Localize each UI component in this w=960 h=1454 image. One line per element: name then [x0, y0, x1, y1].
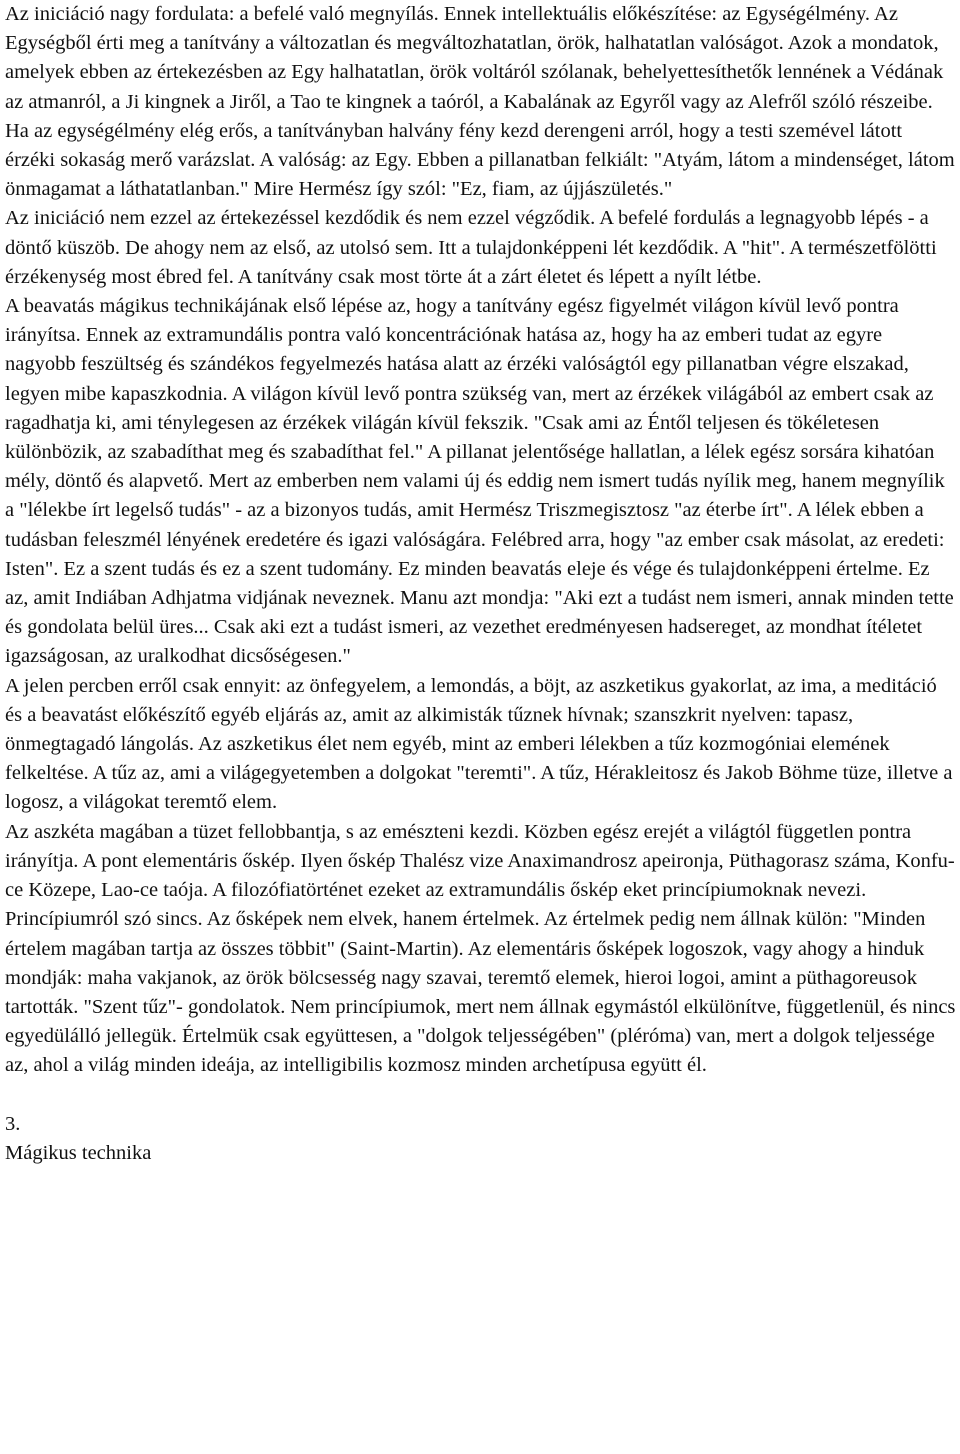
- paragraph-egysegelmeny: Az iniciáció nagy fordulata: a befelé való megnyílás. Ennek intellektuális előkészítése: az Egységélmény. Az Egységből érti meg a tanítvány a változatlan és megváltozhatatlan, örök, halhatatlan valóságot. Azok a mondatok, amelyek ebben az értekezésben az Egy halhatatlan, örök voltáról szólanak, behelyettesíthetők lennének a Védának az atmanról, a Ji kingnek a Jiről, a Tao te kingnek a taóról, a Kabalának az Egyről vagy az Alefről szóló részeibe. Ha az egységélmény elég erős, a tanítványban halvány fény kezd derengeni arról, hogy a testi szemével látott érzéki sokaság merő varázslat. A valóság: az Egy. Ebben a pillanatban felkiált: "Atyám, látom a mindenséget, látom önmagamat a láthatatlanban." Mire Hermész így szól: "Ez, fiam, az újjászületés.": [5, 3, 955, 201]
- paragraph-aszketa-oskep: Az aszkéta magában a tüzet fellobbantja, s az emészteni kezdi. Közben egész erejét a világtól független pontra irányítja. A pont elementáris őskép. Ilyen őskép Thalész vize Anaximandrosz apeironja, Püthagorasz száma, Konfu-ce Közepe, Lao-ce taója. A filozófiatörténet ezeket az extramundális őskép eket princípiumoknak nevezi. Princípiumról szó sincs. Az ősképek nem elvek, hanem értelmek. Az értelmek pedig nem állnak külön: "Minden értelem magában tartja az összes többit" (Saint-Martin). Az elementáris ősképek logoszok, vagy ahogy a hinduk mondják: maha vakjanok, az örök bölcsesség nagy szavai, teremtő elemek, hieroi logoi, amint a püthagoreusok tartották. "Szent tűz"- gondolatok. Nem princípiumok, mert nem állnak egymástól elkülönítve, függetlenül, és nincs egyedülálló jellegük. Értelmük csak együttesen, a "dolgok teljességében" (pléróma) van, mert a dolgok teljessége az, ahol a világ minden ideája, az intelligibilis kozmosz minden archetípusa együtt él.: [5, 820, 956, 1077]
- document-page: [5, 0, 957, 1168]
- section-number: 3.: [5, 1112, 21, 1135]
- paragraph-iniciacio-kezdete: Az iniciáció nem ezzel az értekezéssel kezdődik és nem ezzel végződik. A befelé fordulás a legnagyobb lépés - a döntő küszöb. De ahogy nem az első, az utolsó sem. Itt a tulajdonképpeni lét kezdődik. A "hit". A természetfölötti érzékenység most ébred fel. A tanítvány csak most törte át a zárt életet és lépett a nyílt létbe.: [5, 207, 937, 288]
- section-title: Mágikus technika: [5, 1141, 152, 1164]
- paragraph-magikus-technika-elso-lepes: A beavatás mágikus technikájának első lépése az, hogy a tanítvány egész figyelmét világon kívül levő pontra irányítsa. Ennek az extramundális pontra való koncentrációnak hatása az, hogy ha az emberi tudat az egyre nagyobb feszültség és szándékos fegyelmezés hatása alatt az érzéki valóságtól egy pillanatban végre elszakad, legyen mibe kapaszkodnia. A világon kívül levő pontra szükség van, mert az érzékek világából az embert csak az ragadhatja ki, ami ténylegesen az érzékek világán kívül fekszik. "Csak ami az Éntől teljesen és tökéletesen különbözik, az szabadíthat meg és szabadíthat fel." A pillanat jelentősége hallatlan, a lélek egész sorsára kihatóan mély, döntő és alapvető. Mert az emberben nem valami új és eddig nem ismert tudás nyílik meg, hanem megnyílik a "lélekbe írt legelső tudás" - az a bizonyos tudás, amit Hermész Triszmegisztosz "az éterbe írt". A lélek ebben a tudásban feleszmél lényének eredetére és igazi valóságára. Felébred arra, hogy "az ember csak másolat, az eredeti: Isten". Ez a szent tudás és ez a szent tudomány. Ez minden beavatás eleje és vége és tulajdonképpeni értelme. Ez az, amit Indiában Adhjatma vidjának neveznek. Manu azt mondja: "Aki ezt a tudást nem ismeri, annak minden tette és gondolata belül üres... Csak aki ezt a tudást ismeri, az vezethet eredményesen hadsereget, az mondhat ítéletet igazságosan, az uralkodhat dicsőségesen.": [5, 295, 954, 668]
- blank-line: [5, 1081, 957, 1110]
- paragraph-onfegyelem-tuz: A jelen percben erről csak ennyit: az önfegyelem, a lemondás, a böjt, az aszketikus gyakorlat, az ima, a meditáció és a beavatást előkészítő egyéb eljárás az, amit az alkimisták tűznek hívnak; szanszkrit nyelven: tapasz, önmegtagadó lángolás. Az aszketikus élet nem egyéb, mint az emberi lélekben a tűz kozmogóniai elemének felkeltése. A tűz az, ami a világegyetemben a dolgokat "teremti". A tűz, Hérakleitosz és Jakob Böhme tüze, illetve a logosz, a világokat teremtő elem.: [5, 674, 953, 814]
